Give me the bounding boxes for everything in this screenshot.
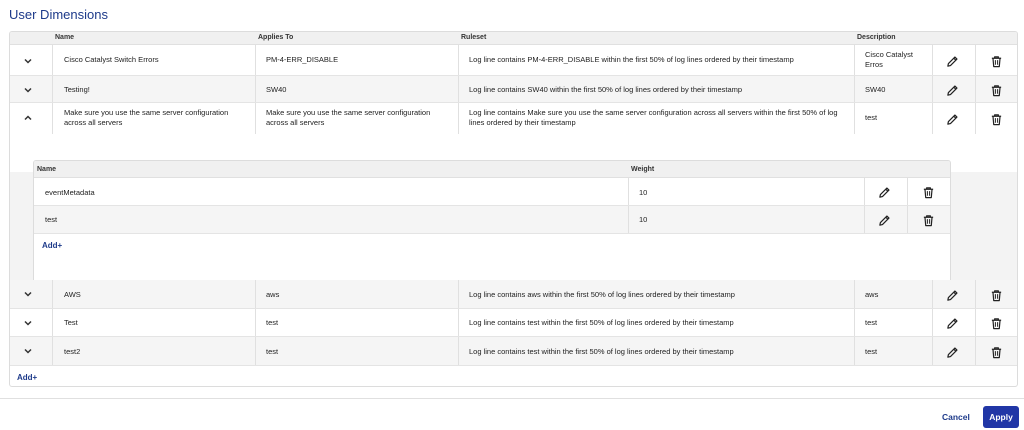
pencil-icon[interactable] — [876, 184, 892, 200]
subrow-weight: 10 — [639, 215, 648, 224]
weights-subtable — [33, 160, 951, 285]
row-description: test — [865, 347, 878, 356]
pencil-icon[interactable] — [944, 111, 960, 127]
sub-add-button[interactable]: Add+ — [42, 241, 63, 250]
row-applies-to: PM-4-ERR_DISABLE — [266, 55, 339, 64]
row-name: Test — [64, 318, 78, 327]
trash-icon[interactable] — [988, 315, 1004, 331]
table-row — [10, 309, 1017, 337]
cancel-button[interactable]: Cancel — [942, 412, 970, 422]
row-name: test2 — [64, 347, 81, 356]
row-description: test — [865, 318, 878, 327]
row-applies-to: test — [266, 318, 279, 327]
subrow-name: eventMetadata — [45, 188, 95, 197]
page-title: User Dimensions — [9, 7, 108, 22]
trash-icon[interactable] — [988, 111, 1004, 127]
row-name: Make sure you use the same server configuration across all servers — [64, 108, 229, 127]
table-row — [10, 337, 1017, 366]
row-name: AWS — [64, 290, 81, 299]
row-applies-to: aws — [266, 290, 280, 299]
row-ruleset: Log line contains PM-4-ERR_DISABLE within the first 50% of log lines ordered by their timestamp — [469, 55, 794, 64]
subrow-weight: 10 — [639, 188, 648, 197]
pencil-icon[interactable] — [944, 287, 960, 303]
trash-icon[interactable] — [988, 53, 1004, 69]
trash-icon[interactable] — [988, 82, 1004, 98]
row-applies-to: SW40 — [266, 85, 287, 94]
row-ruleset: Log line contains aws within the first 50% of log lines ordered by their timestamp — [469, 290, 735, 299]
pencil-icon[interactable] — [944, 344, 960, 360]
apply-button[interactable]: Apply — [983, 406, 1019, 428]
subtable-row — [34, 206, 950, 234]
table-row — [10, 76, 1017, 103]
subheader-weight: Weight — [631, 166, 655, 173]
trash-icon[interactable] — [988, 344, 1004, 360]
footer-divider — [0, 398, 1024, 399]
row-ruleset: Log line contains SW40 within the first 50% of log lines ordered by their timestamp — [469, 85, 743, 94]
subtable-header — [34, 161, 950, 178]
trash-icon[interactable] — [988, 287, 1004, 303]
table-header — [10, 32, 1017, 45]
table-row — [10, 280, 1017, 309]
row-description: aws — [865, 290, 879, 299]
add-dimension-button[interactable]: Add+ — [17, 373, 38, 382]
row-ruleset: Log line contains test within the first 50% of log lines ordered by their timestamp — [469, 318, 734, 327]
header-ruleset: Ruleset — [461, 34, 487, 41]
row-applies-to: test — [266, 347, 279, 356]
header-name: Name — [55, 34, 75, 41]
subtable-row — [34, 178, 950, 206]
header-applies-to: Applies To — [258, 34, 294, 41]
subrow-name: test — [45, 215, 58, 224]
pencil-icon[interactable] — [944, 315, 960, 331]
subheader-name: Name — [37, 166, 57, 173]
chevron-down-icon[interactable] — [23, 85, 33, 95]
chevron-down-icon[interactable] — [23, 346, 33, 356]
pencil-icon[interactable] — [944, 53, 960, 69]
pencil-icon[interactable] — [876, 212, 892, 228]
trash-icon[interactable] — [920, 212, 936, 228]
row-name: Testing! — [64, 85, 90, 94]
chevron-up-icon[interactable] — [23, 113, 33, 123]
header-description: Description — [857, 34, 896, 41]
table-row — [10, 45, 1017, 76]
row-ruleset: Log line contains Make sure you use the same server configuration across all servers within the first 50% of log lines ordered by their timestamp — [469, 108, 838, 127]
row-description: Cisco Catalyst Erros — [865, 50, 913, 69]
chevron-down-icon[interactable] — [23, 289, 33, 299]
row-applies-to: Make sure you use the same server configuration across all servers — [266, 108, 431, 127]
dimensions-table — [9, 31, 1018, 387]
row-description: SW40 — [865, 85, 886, 94]
row-description: test — [865, 113, 878, 122]
pencil-icon[interactable] — [944, 82, 960, 98]
row-ruleset: Log line contains test within the first 50% of log lines ordered by their timestamp — [469, 347, 734, 356]
table-row — [10, 103, 1017, 134]
chevron-down-icon[interactable] — [23, 56, 33, 66]
chevron-down-icon[interactable] — [23, 318, 33, 328]
row-name: Cisco Catalyst Switch Errors — [64, 55, 159, 64]
trash-icon[interactable] — [920, 184, 936, 200]
